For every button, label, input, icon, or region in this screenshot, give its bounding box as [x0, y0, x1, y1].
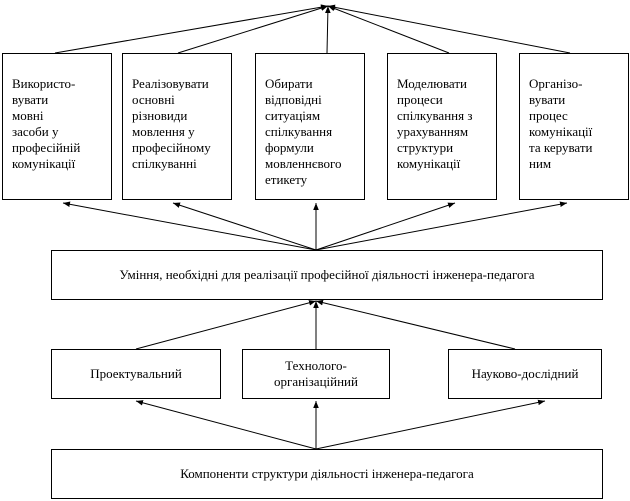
- skill-box-4-label: Моделювати процеси спілкування з урахуванням структури комунікації: [397, 76, 473, 171]
- skills-box: [51, 250, 603, 300]
- skill-box-5-label: Організо- вувати процес комунікації та керувати ним: [529, 76, 593, 171]
- skill-box-3: [255, 53, 365, 200]
- arrow-struct-1: [136, 401, 316, 449]
- arrow-top-1: [55, 6, 328, 53]
- arrow-skill-1: [63, 203, 316, 250]
- arrow-top-5: [328, 6, 570, 53]
- skills-box-label: Уміння, необхідні для реалізації професійної діяльності інженера-педагога: [119, 267, 535, 282]
- skill-box-2-label: Реалізовувати основні різновиди мовлення у професійному спілкуванні: [132, 76, 211, 171]
- skill-box-3-label: Обирати відповідні ситуаціям спілкування формули мовленнєвого етикету: [265, 76, 342, 187]
- arrow-comp-1: [136, 301, 316, 349]
- arrow-struct-3: [316, 401, 545, 449]
- component-box-3-label: Науково-дослідний: [471, 366, 579, 381]
- structure-box-label: Компоненти структури діяльності інженера-педагога: [180, 466, 474, 481]
- skill-box-2: [122, 53, 232, 200]
- arrow-top-4: [328, 6, 449, 53]
- arrow-skill-2: [173, 203, 316, 250]
- arrow-comp-3: [316, 301, 515, 349]
- component-box-1: [51, 349, 221, 399]
- component-box-2-label: Технолого- організаційний: [274, 358, 358, 389]
- component-box-1-label: Проектувальний: [90, 366, 182, 381]
- arrow-skill-4: [316, 203, 455, 250]
- component-box-3: [448, 349, 602, 399]
- arrow-skill-5: [316, 203, 567, 250]
- structure-box: [51, 449, 603, 499]
- arrow-top-3: [327, 6, 328, 53]
- skill-box-5: [519, 53, 629, 200]
- skill-box-1-label: Використо- вувати мовні засоби у професійній комунікації: [12, 76, 81, 171]
- skill-box-1: [2, 53, 112, 200]
- skill-box-4: [387, 53, 497, 200]
- component-box-2: [242, 349, 390, 399]
- arrow-top-2: [178, 6, 328, 53]
